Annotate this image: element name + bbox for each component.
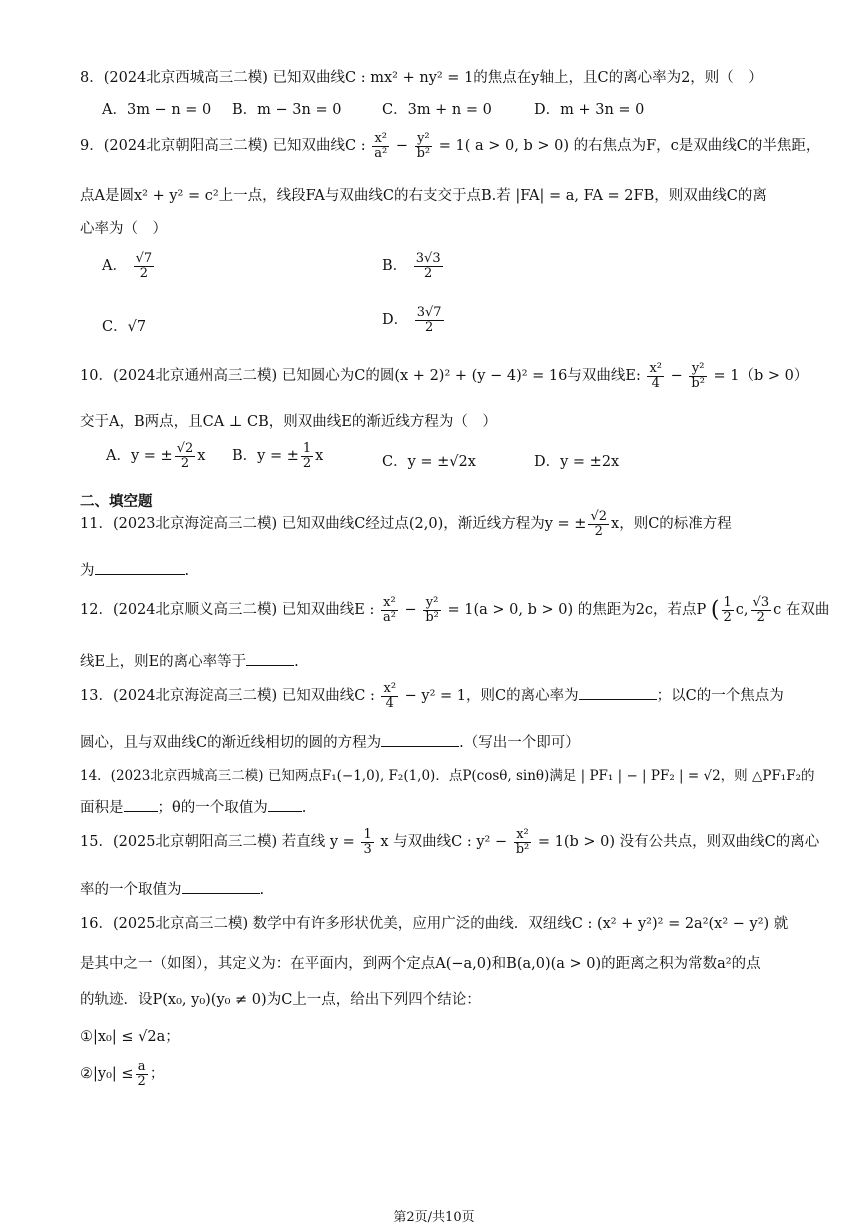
q9-text-a: 9．(2024北京朝阳高三二模) 已知双曲线C :: [80, 138, 366, 155]
q9-option-d: D． $\frac{3√7}{2}$: [382, 305, 442, 335]
answer-blank[interactable]: [182, 892, 260, 894]
q8-option-b: B．m − 3n = 0: [232, 102, 342, 118]
question-16-conclusion-1: ①|x₀| ≤ √2a；: [80, 1029, 180, 1045]
question-15-line1: 15．(2025北京朝阳高三二模) 若直线 y = $\frac{1}{3}$ x 与双曲线C : y² − $\frac{\text{x²}}{\text{b²}}$ = 1(b > 0) 没有公共点，则双曲线C的离心: [80, 827, 820, 857]
question-16-line1: 16．(2025北京高三二模) 数学中有许多形状优美，应用广泛的曲线．双纽线C : (x² + y²)² = 2a²(x² − y²) 就: [80, 916, 789, 932]
q8-option-a: A．3m − n = 0: [102, 102, 212, 118]
question-16-conclusion-2: ②|y₀| ≤ $\frac{a}{2}$ ；: [80, 1059, 165, 1089]
q9-option-c: C．√7: [102, 319, 147, 335]
q9-minus: −: [395, 138, 408, 155]
question-8: [80, 66, 763, 87]
question-8-text: 8．(2024北京西城高三二模) 已知双曲线C : mx² + ny² = 1的焦点在y轴上，且C的离心率为2，则（ ）: [80, 70, 763, 86]
answer-blank[interactable]: [381, 745, 459, 747]
q9-option-a: A． $\frac{√7}{2}$: [102, 251, 153, 281]
section-title-fill-blank: 二、填空题: [80, 493, 153, 510]
question-11-line1: 11．(2023北京海淀高三二模) 已知双曲线C经过点(2,0)，渐近线方程为y = ± $\frac{√2}{2}$ x，则C的标准方程: [80, 509, 732, 539]
question-10-line2: 交于A，B两点，且CA ⊥ CB，则双曲线E的渐近线方程为（ ）: [80, 414, 497, 430]
question-9-line1: [80, 132, 820, 160]
question-12-line2: 线E上，则E的离心率等于 .: [80, 654, 299, 670]
answer-blank[interactable]: [95, 573, 185, 575]
answer-blank[interactable]: [124, 810, 158, 812]
q9-text-b: = 1( a > 0, b > 0) 的右焦点为F，c是双曲线C的半焦距，: [438, 138, 821, 155]
question-10-line1: 10．(2024北京通州高三二模) 已知圆心为C的圆(x + 2)² + (y − 4)² = 16与双曲线E: $\frac{\text{x²}}{4}$ − $\frac{\text{y²}}{\text{b²}}$ = 1（b > 0）: [80, 361, 809, 391]
q8-option-c: C．3m + n = 0: [382, 102, 492, 118]
question-14-line2: 面积是 ；θ的一个取值为 .: [80, 800, 307, 816]
question-9-line2: 点A是圆x² + y² = c²上一点，线段FA与双曲线C的右支交于点B.若 |FA| = a, FA = 2FB，则双曲线C的离: [80, 188, 767, 204]
question-16-line3: 的轨迹．设P(x₀, y₀)(y₀ ≠ 0)为C上一点，给出下列四个结论：: [80, 992, 481, 1008]
q8-option-d: D．m + 3n = 0: [534, 102, 645, 118]
question-9-line3: 心率为（ ）: [80, 221, 167, 237]
question-16-line2: 是其中之一（如图），其定义为：在平面内，到两个定点A(−a,0)和B(a,0)(a > 0)的距离之积为常数a²的点: [80, 956, 761, 972]
q9-option-b: B． $\frac{3√3}{2}$: [382, 251, 441, 281]
question-12-line1: 12．(2024北京顺义高三二模) 已知双曲线E : $\frac{\text{x²}}{\text{a²}}$ − $\frac{\text{y²}}{\text{b²}}$ = 1(a > 0, b > 0) 的焦距为2c，若点P ( $\frac{1}{2}$ c, $\frac{√3}{2}$ c 在双曲: [80, 595, 830, 625]
q10-option-c: C．y = ±√2x: [382, 454, 476, 470]
q10-option-d: D．y = ±2x: [534, 454, 620, 470]
page-number: 第2页/共10页: [393, 1210, 475, 1225]
question-13-line2: 圆心，且与双曲线C的渐近线相切的圆的方程为 .（写出一个即可）: [80, 735, 580, 751]
question-15-line2: 率的一个取值为 .: [80, 882, 265, 898]
answer-blank[interactable]: [268, 810, 302, 812]
answer-blank[interactable]: [579, 698, 657, 700]
q9-fraction-y: $\frac{\text{y²}}{\text{b²}}$: [416, 131, 431, 161]
q9-fraction-x: $\frac{\text{x²}}{\text{a²}}$: [374, 131, 388, 161]
q10-option-b: B．y = ± $\frac{1}{2}$ x: [232, 441, 324, 471]
question-13-line1: 13．(2024北京海淀高三二模) 已知双曲线C : $\frac{\text{x²}}{4}$ − y² = 1，则C的离心率为 ；以C的一个焦点为: [80, 681, 784, 711]
answer-blank[interactable]: [246, 664, 294, 666]
question-11-line2: 为 .: [80, 563, 190, 579]
q10-option-a: A．y = ± $\frac{√2}{2}$ x: [106, 441, 206, 471]
question-14-line1: 14．(2023北京西城高三二模) 已知两点F₁(−1,0), F₂(1,0)．点P(cosθ, sinθ)满足 | PF₁ | − | PF₂ | = √2，则 △PF₁F₂的: [80, 768, 815, 784]
